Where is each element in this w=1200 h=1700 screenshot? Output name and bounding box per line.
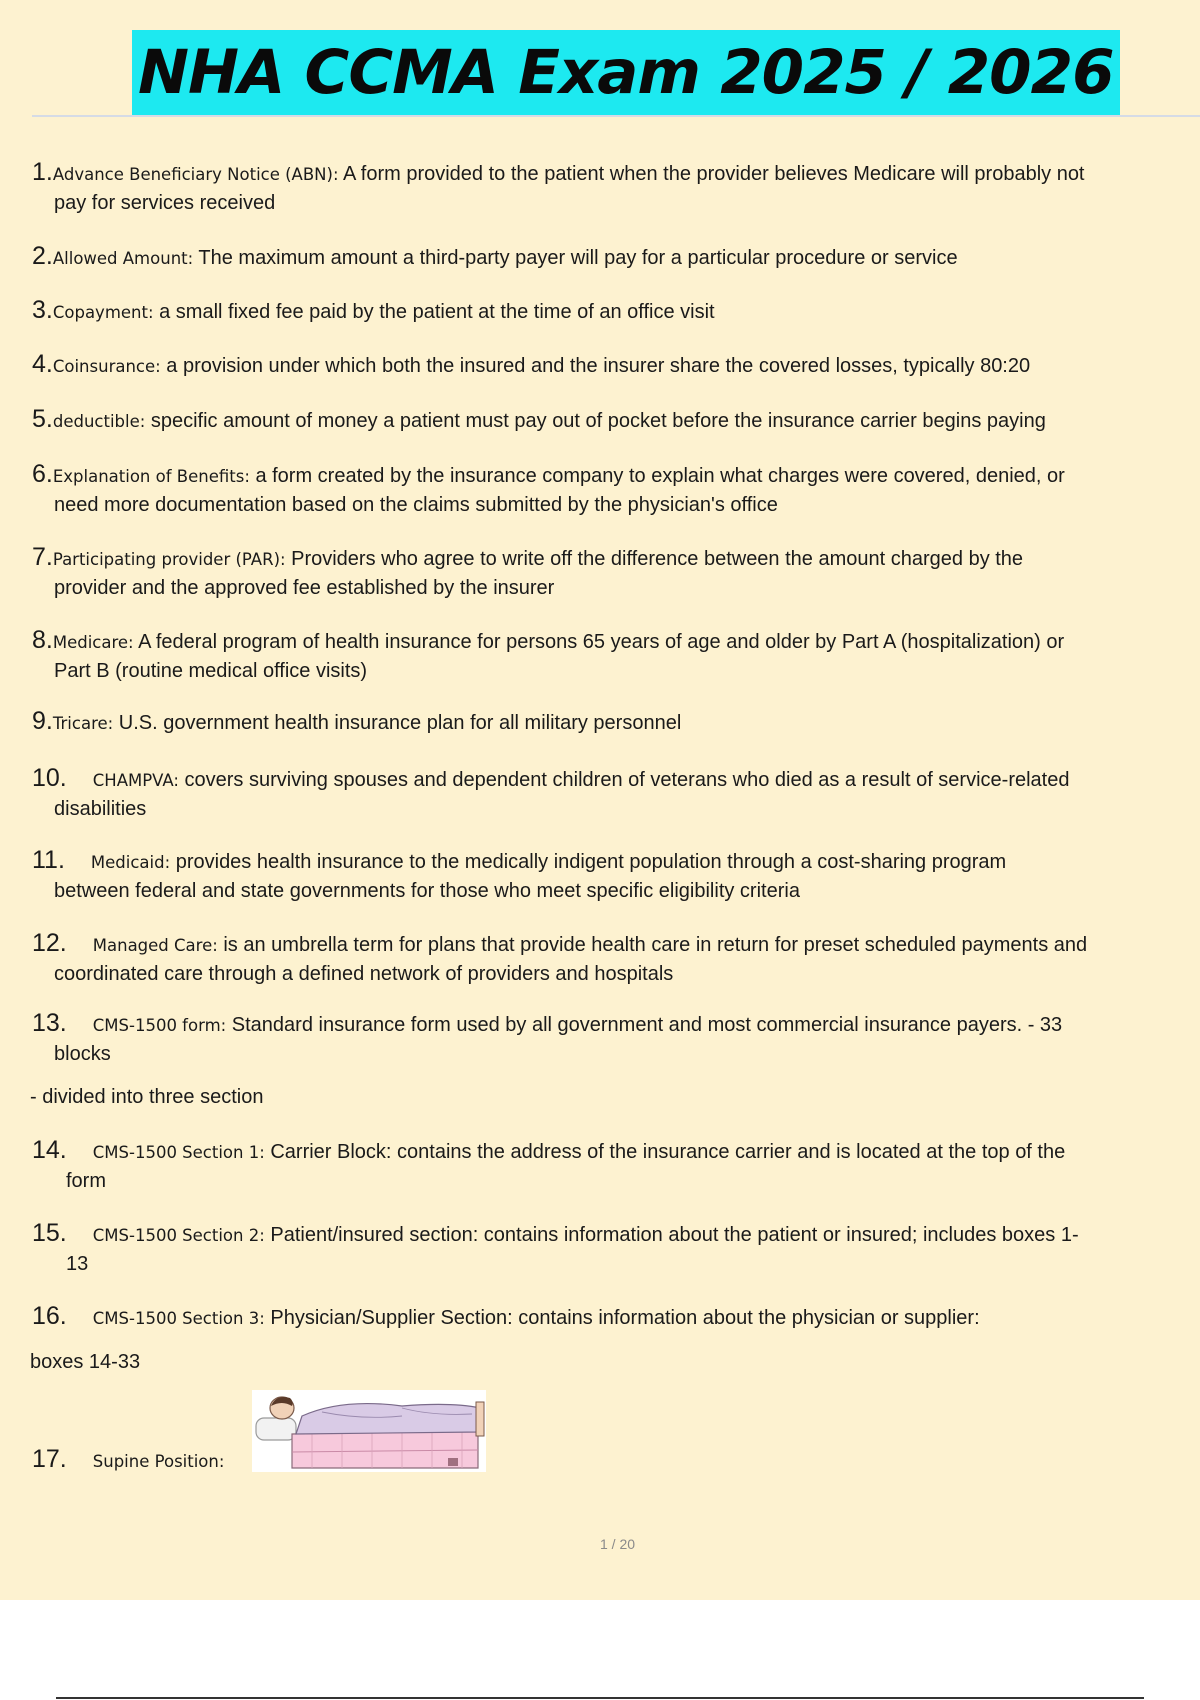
- item-number: 8.: [32, 626, 53, 654]
- item-term: Coinsurance:: [52, 357, 161, 376]
- item-text-continued: disabilities: [54, 798, 147, 820]
- list-item-8: [32, 626, 1200, 685]
- supine-position-illustration: [252, 1390, 486, 1472]
- list-item-9: [32, 707, 1200, 738]
- item-term: CMS-1500 Section 1:: [92, 1143, 265, 1162]
- item-number: 12.: [32, 929, 67, 957]
- item-term: Tricare:: [52, 714, 114, 733]
- list-item-1: [32, 158, 1200, 217]
- item-term: Advance Beneficiary Notice (ABN):: [52, 165, 339, 184]
- item-number: 4.: [32, 350, 53, 378]
- item-term: Participating provider (PAR):: [52, 550, 286, 569]
- item-term: Explanation of Benefits:: [52, 467, 250, 486]
- item-term: Copayment:: [52, 303, 154, 322]
- item-text-continued: Part B (routine medical office visits): [54, 660, 368, 682]
- bottom-divider: [56, 1697, 1144, 1699]
- item-text-continued: coordinated care through a defined network of providers and hospitals: [54, 963, 674, 985]
- item-text: A form provided to the patient when the provider believes Medicare will probably not: [338, 163, 1085, 185]
- item-number: 15.: [32, 1219, 67, 1247]
- item-number: 11.: [32, 846, 65, 874]
- item-text: provides health insurance to the medically indigent population through a cost-sharing program: [170, 851, 1007, 873]
- item-number: 7.: [32, 543, 53, 571]
- title-block: [132, 30, 1120, 116]
- list-item-7: [32, 543, 1200, 602]
- item-number: 5.: [32, 405, 53, 433]
- item-text: covers surviving spouses and dependent children of veterans who died as a result of service-related: [178, 769, 1070, 791]
- list-item-3: [32, 296, 1200, 327]
- list-item-4: [32, 350, 1200, 381]
- list-item-16: [32, 1302, 1200, 1333]
- item-term: CMS-1500 Section 3:: [92, 1309, 265, 1328]
- item-number: 16.: [32, 1302, 67, 1330]
- item-text: The maximum amount a third-party payer will pay for a particular procedure or service: [193, 247, 958, 269]
- item-text-continued: provider and the approved fee established by the insurer: [54, 577, 555, 599]
- item-text: Patient/insured section: contains information about the patient or insured; includes boxes 1-: [264, 1224, 1079, 1246]
- item-text: A federal program of health insurance for persons 65 years of age and older by Part A (hospitalization) or: [133, 631, 1065, 653]
- list-item-15: [32, 1219, 1200, 1278]
- item-term: CMS-1500 Section 2:: [92, 1226, 265, 1245]
- item-term: CHAMPVA:: [92, 771, 179, 790]
- item-term: Supine Position:: [92, 1452, 225, 1471]
- note-boxes-range: boxes 14-33: [30, 1351, 141, 1373]
- page-title: NHA CCMA Exam 2025 / 2026: [132, 30, 1120, 116]
- item-number: 1.: [32, 158, 53, 186]
- item-number: 2.: [32, 242, 53, 270]
- item-text-continued: pay for services received: [54, 192, 276, 214]
- page-number: 1 / 20: [599, 1536, 636, 1552]
- list-item-5: [32, 405, 1200, 436]
- item-text-continued: form: [66, 1170, 106, 1192]
- item-text-continued: 13: [66, 1253, 89, 1275]
- note-divided-sections: - divided into three section: [30, 1086, 264, 1108]
- item-text-continued: need more documentation based on the claims submitted by the physician's office: [54, 494, 778, 516]
- item-text: a provision under which both the insured and the insurer share the covered losses, typically 80:20: [160, 355, 1031, 377]
- item-number: 6.: [32, 460, 53, 488]
- item-text: Physician/Supplier Section: contains information about the physician or supplier:: [264, 1307, 980, 1329]
- item-text: is an umbrella term for plans that provide health care in return for preset scheduled payments and: [217, 934, 1088, 956]
- item-text: Carrier Block: contains the address of the insurance carrier and is located at the top of the: [264, 1141, 1066, 1163]
- item-number: 14.: [32, 1136, 67, 1164]
- item-term: deductible:: [52, 412, 146, 431]
- item-number: 13.: [32, 1009, 67, 1037]
- list-item-12: [32, 929, 1200, 988]
- item-text: Providers who agree to write off the difference between the amount charged by the: [285, 548, 1024, 570]
- item-number: 3.: [32, 296, 53, 324]
- item-term: Medicare:: [52, 633, 134, 652]
- item-text-continued: blocks: [54, 1043, 111, 1065]
- item-term: Medicaid:: [90, 853, 171, 872]
- item-text: specific amount of money a patient must pay out of pocket before the insurance carrier begins paying: [145, 410, 1046, 432]
- title-divider: [32, 115, 1200, 117]
- list-item-13: [32, 1009, 1200, 1068]
- item-number: 17.: [32, 1445, 67, 1473]
- item-text: a form created by the insurance company to explain what charges were covered, denied, or: [249, 465, 1065, 487]
- item-text-continued: between federal and state governments for those who meet specific eligibility criteria: [54, 880, 800, 902]
- list-item-14: [32, 1136, 1200, 1195]
- item-text: U.S. government health insurance plan for all military personnel: [113, 712, 682, 734]
- list-item-17: [32, 1445, 1200, 1476]
- list-item-11: [32, 846, 1200, 905]
- item-number: 9.: [32, 707, 53, 735]
- list-item-10: [32, 764, 1200, 823]
- item-term: Allowed Amount:: [52, 249, 194, 268]
- item-text: Standard insurance form used by all government and most commercial insurance payers. - 33: [226, 1014, 1063, 1036]
- item-text: a small fixed fee paid by the patient at the time of an office visit: [153, 301, 715, 323]
- item-term: CMS-1500 form:: [92, 1016, 227, 1035]
- item-term: Managed Care:: [92, 936, 218, 955]
- list-item-2: [32, 242, 1200, 273]
- item-number: 10.: [32, 764, 67, 792]
- list-item-6: [32, 460, 1200, 519]
